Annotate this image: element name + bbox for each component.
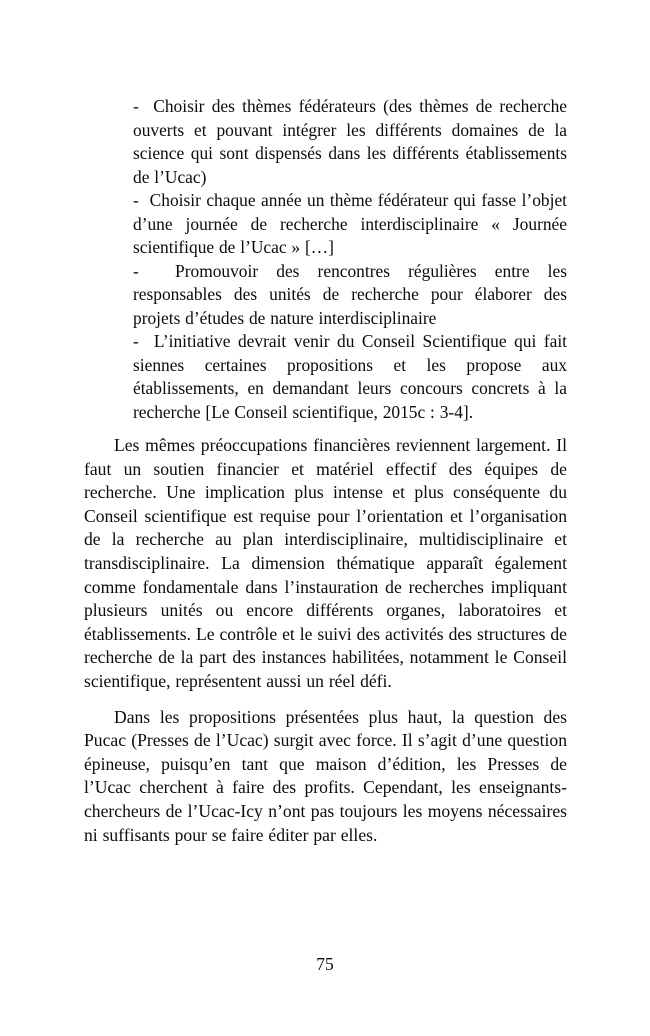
- quote-item: - Choisir des thèmes fédérateurs (des thèmes de recherche ouverts et pouvant intégrer les différents domaines de la science qui sont dispensés dans les différents établissements de l’Ucac): [133, 96, 567, 187]
- block-quote: [133, 95, 567, 424]
- quote-item: - Choisir chaque année un thème fédérateur qui fasse l’objet d’une journée de recherche interdisciplinaire « Journée scientifique de l’Ucac » […]: [133, 190, 567, 257]
- paragraph: Les mêmes préoccupations financières reviennent largement. Il faut un soutien financier et matériel effectif des équipes de recherche. Une implication plus intense et plus conséquente du Conseil scientifique est requise pour l’orientation et l’organisation de la recherche au plan interdisciplinaire, multidisciplinaire et transdisciplinaire. La dimension thématique apparaît également comme fondamentale dans l’instauration de recherches impliquant plusieurs unités ou encore différents organes, laboratoires et établissements. Le contrôle et le suivi des activités des structures de recherche de la part des instances habilitées, notamment le Conseil scientifique, représentent aussi un réel défi.: [84, 435, 567, 691]
- quote-item: - Promouvoir des rencontres régulières entre les responsables des unités de recherche pour élaborer des projets d’études de nature interdisciplinaire: [133, 260, 567, 328]
- paragraph: Dans les propositions présentées plus haut, la question des Pucac (Presses de l’Ucac) surgit avec force. Il s’agit d’une question épineuse, puisqu’en tant que maison d’édition, les Presses de l’Ucac cherchent à faire des profits. Cependant, les enseignants-chercheurs de l’Ucac-Icy n’ont pas toujours les moyens nécessaires ni suffisants pour se faire éditer par elles.: [84, 706, 567, 845]
- quote-item: - L’initiative devrait venir du Conseil Scientifique qui fait siennes certaines propositions et les propose aux établissements, en demandant leurs concours concrets à la recherche [Le Conseil scientifique, 2015c : 3-4].: [133, 331, 567, 422]
- page-number: 75: [316, 954, 334, 974]
